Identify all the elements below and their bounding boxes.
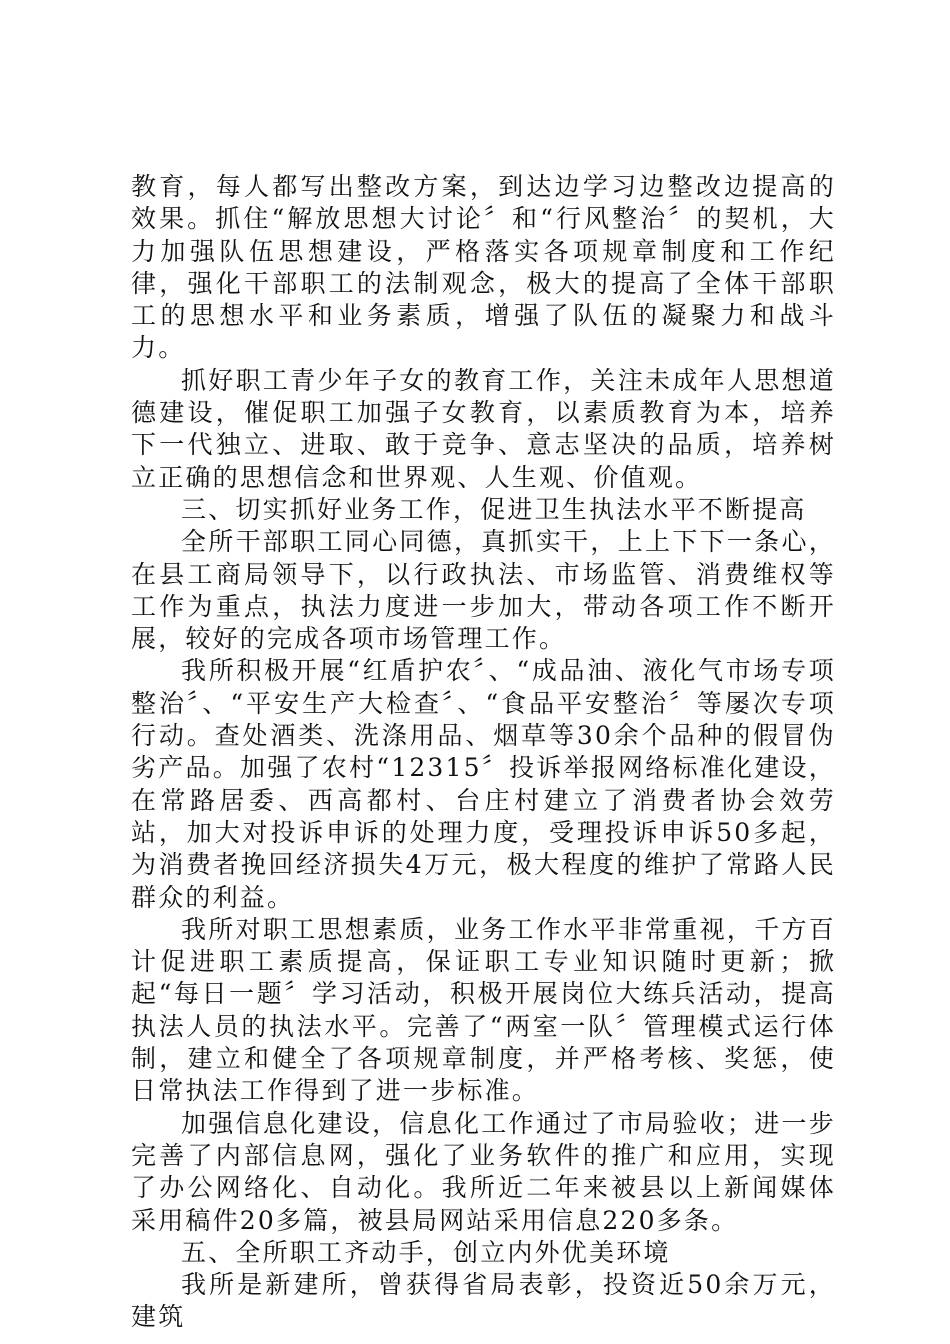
paragraph-1: 教育，每人都写出整改方案，到达边学习边整改边提高的效果。抓住“解放思想大讨论〞和“行风整治〞的契机，大力加强队伍思想建设，严格落实各项规章制度和工作纪律，强化干部职工的法制观念，极大的提高了全体干部职工的思想水平和业务素质，增强了队伍的凝聚力和战斗力。 xyxy=(131,172,836,363)
paragraph-2: 抓好职工青少年子女的教育工作，关注未成年人思想道德建设，催促职工加强子女教育，以素质教育为本，培养下一代独立、进取、敢于竞争、意志坚决的品质，培养树立正确的思想信念和世界观、人生观、价值观。 xyxy=(131,365,836,492)
paragraph-5: 我所积极开展“红盾护农〞、“成品油、液化气市场专项整治〞、“平安生产大检查〞、“食品平安整治〞等屡次专项行动。查处酒类、洗涤用品、烟草等30余个品种的假冒伪劣产品。加强了农村“12315〞投诉举报网络标准化建设，在常路居委、西高都村、台庄村建立了消费者协会效劳站，加大对投诉申诉的处理力度，受理投诉申诉50多起，为消费者挽回经济损失4万元，极大程度的维护了常路人民群众的利益。 xyxy=(131,656,836,912)
document-body xyxy=(131,171,836,1334)
paragraph-6: 我所对职工思想素质，业务工作水平非常重视，千方百计促进职工素质提高，保证职工专业知识随时更新；掀起“每日一题〞学习活动，积极开展岗位大练兵活动，提高执法人员的执法水平。完善了“两室一队〞管理模式运行体制，建立和健全了各项规章制度，并严格考核、奖惩，使日常执法工作得到了进一步标准。 xyxy=(131,914,836,1106)
paragraph-4: 全所干部职工同心同德，真抓实干，上上下下一条心，在县工商局领导下，以行政执法、市场监管、消费维权等工作为重点，执法力度进一步加大，带动各项工作不断开展，较好的完成各项市场管理工作。 xyxy=(131,527,836,654)
paragraph-7: 加强信息化建设，信息化工作通过了市局验收；进一步完善了内部信息网，强化了业务软件的推广和应用，实现了办公网络化、自动化。我所近二年来被县以上新闻媒体采用稿件20多篇，被县局网站采用信息220多条。 xyxy=(131,1108,836,1235)
section-heading-5: 五、全所职工齐动手，创立内外优美环境 xyxy=(181,1237,671,1267)
paragraph-9: 我所是新建所，曾获得省局表彰，投资近50余万元，建筑 xyxy=(131,1270,836,1332)
section-heading-3: 三、切实抓好业务工作，促进卫生执法水平不断提高 xyxy=(181,494,807,524)
